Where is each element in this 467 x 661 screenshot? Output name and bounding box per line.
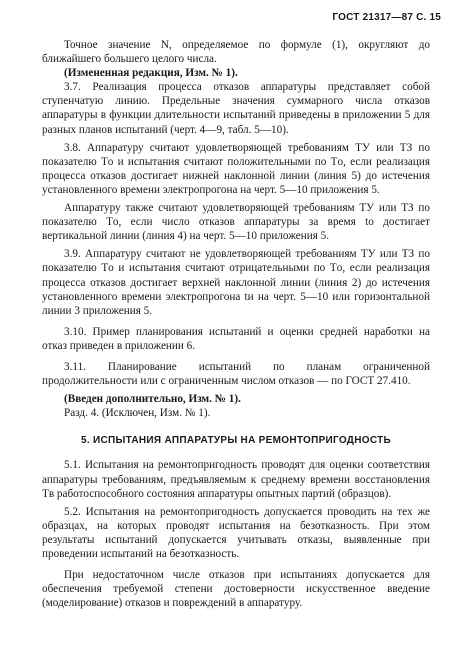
clause-5-1: 5.1. Испытания на ремонтопригодность проводят для оценки соответствия аппаратуры требованиям, предъявляемым к среднему времени восстановления Tв работоспособного состояния аппаратуры опытных партий (образцов). xyxy=(42,459,430,500)
amendment-note: (Измененная редакция, Изм. № 1). xyxy=(64,67,238,80)
clause-3-8-continued: Аппаратуру также считают удовлетворяющей требованиям ТУ или ТЗ по показателю Tо, если число отказов аппаратуры за время tо достигает вертикальной линии (линия 4) на черт. 5—10 приложения 5. xyxy=(42,202,430,243)
clause-3-11: 3.11. Планирование испытаний по планам ограниченной продолжительности или с ограниченным числом отказов — по ГОСТ 27.410. xyxy=(42,360,430,388)
clause-3-9: 3.9. Аппаратуру считают не удовлетворяющей требованиям ТУ или ТЗ по показателю Tо и испытания считают отрицательными по Tо, если реализация процесса отказов достигает верхней наклонной линии (линия 2) до истечения установленного времени электропрогона tи на черт. 5—10 или горизонтальной линии 3 приложения 5. xyxy=(42,248,430,317)
clause-3-8: 3.8. Аппаратуру считают удовлетворяющей требованиям ТУ или ТЗ по показателю Tо и испытания считают положительными по Tо, если реализация процесса отказов достигает нижней наклонной линии (линия 5) до истечения установленного времени электропрогона на черт. 5—10 приложения 5. xyxy=(42,141,430,196)
introduced-note: (Введен дополнительно, Изм. № 1). xyxy=(64,393,241,406)
clause-5-2-continued: При недостаточном числе отказов при испытаниях допускается для обеспечения требуемой степени достоверности искусственное введение (моделирование) отказов и повреждений в аппаратуру. xyxy=(42,569,430,610)
clause-5-2: 5.2. Испытания на ремонтопригодность допускается проводить на тех же образцах, на которых проводят испытания на безотказность. При этом результаты испытаний допускается учитывать отказы, выявленные при проведении испытаний на безотказность. xyxy=(42,505,430,560)
clause-3-7: 3.7. Реализация процесса отказов аппаратуры представляет собой ступенчатую линию. Предельные значения суммарного числа отказов аппаратуры в функции длительности испытаний приведены в приложении 5 для разных планов испытаний (черт. 4—9, табл. 5—10). xyxy=(42,81,430,136)
section-4-excluded: Разд. 4. (Исключен, Изм. № 1). xyxy=(64,407,211,420)
page-content xyxy=(42,38,430,610)
clause-3-10: 3.10. Пример планирования испытаний и оценки средней наработки на отказ приведен в приложении 6. xyxy=(42,325,430,352)
paragraph-rounding-note: Точное значение N, определяемое по формуле (1), округляют до ближайшего большего целого числа. xyxy=(42,39,430,66)
page-header: ГОСТ 21317—87 С. 15 xyxy=(332,12,441,23)
section-5-title: 5. ИСПЫТАНИЯ АППАРАТУРЫ НА РЕМОНТОПРИГОДНОСТЬ xyxy=(81,435,391,447)
